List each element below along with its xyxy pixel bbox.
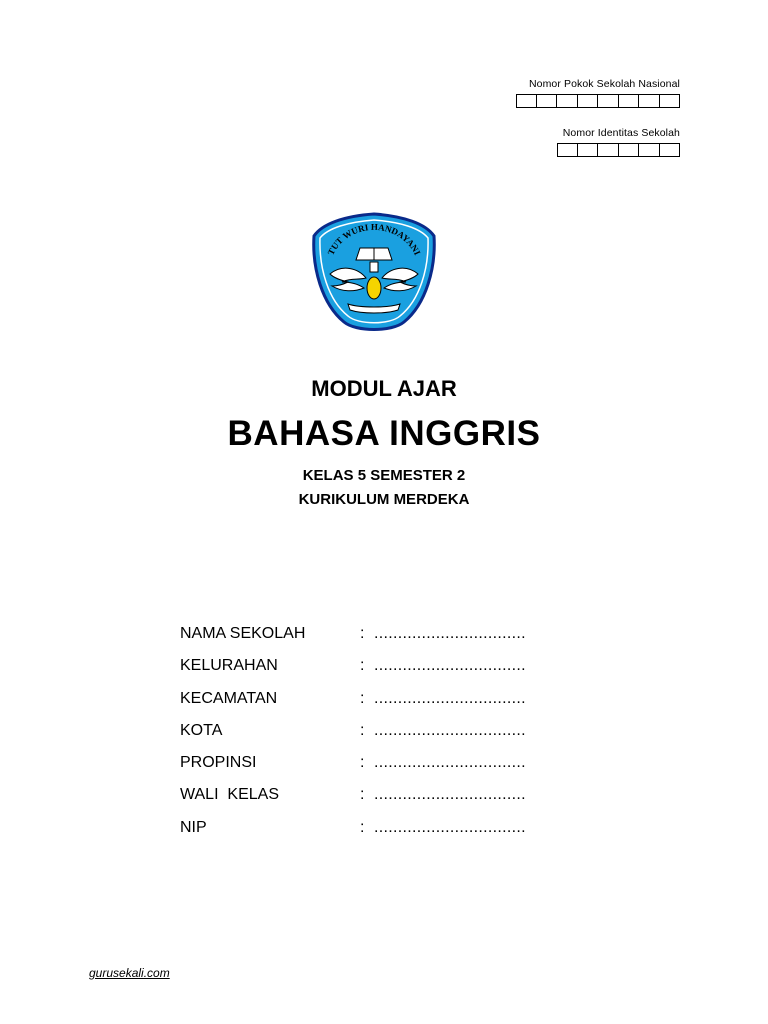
npsn-block: [516, 78, 680, 108]
npsn-box[interactable]: [537, 94, 558, 108]
field-blank[interactable]: ................................: [374, 721, 526, 739]
form-row-kelurahan: [180, 657, 600, 689]
nis-block: [557, 127, 680, 157]
npsn-box[interactable]: [639, 94, 660, 108]
form-row-propinsi: [180, 754, 600, 786]
nis-box[interactable]: [619, 143, 640, 157]
npsn-box[interactable]: [598, 94, 619, 108]
module-label: MODUL AJAR: [311, 376, 457, 401]
field-blank[interactable]: ................................: [374, 818, 526, 836]
field-label: NIP: [180, 818, 207, 836]
field-label: KELURAHAN: [180, 657, 278, 675]
form-row-kota: [180, 722, 600, 754]
field-colon: :: [360, 818, 365, 836]
field-blank[interactable]: ................................: [374, 754, 526, 772]
npsn-label: Nomor Pokok Sekolah Nasional: [528, 78, 680, 90]
nis-box[interactable]: [557, 143, 578, 157]
npsn-box[interactable]: [516, 94, 537, 108]
nis-box[interactable]: [578, 143, 599, 157]
field-label: KOTA: [180, 721, 223, 739]
grade-semester: KELAS 5 SEMESTER 2: [302, 467, 466, 484]
nis-label: Nomor Identitas Sekolah: [562, 127, 680, 139]
field-colon: :: [360, 625, 365, 642]
field-label: NAMA SEKOLAH: [180, 625, 306, 642]
field-blank[interactable]: ................................: [374, 689, 526, 707]
npsn-box[interactable]: [557, 94, 578, 108]
field-colon: :: [360, 721, 365, 739]
tut-wuri-handayani-logo: [308, 208, 440, 336]
school-info-form: [180, 625, 600, 851]
subject-title: BAHASA INGGRIS: [227, 414, 541, 453]
npsn-box[interactable]: [660, 94, 681, 108]
field-label: PROPINSI: [180, 754, 257, 772]
field-colon: :: [360, 786, 365, 804]
nis-box[interactable]: [639, 143, 660, 157]
field-colon: :: [360, 689, 365, 707]
field-blank[interactable]: ................................: [374, 657, 526, 675]
nis-box[interactable]: [598, 143, 619, 157]
field-colon: :: [360, 657, 365, 675]
nis-box[interactable]: [660, 143, 681, 157]
npsn-boxes: [516, 94, 680, 108]
curriculum: KURIKULUM MERDEKA: [298, 491, 470, 508]
form-row-kecamatan: [180, 690, 600, 722]
nis-boxes: [557, 143, 680, 157]
pen-icon: [370, 262, 378, 272]
field-colon: :: [360, 754, 365, 772]
field-label: WALI KELAS: [180, 786, 279, 804]
form-row-nip: [180, 819, 600, 851]
field-label: KECAMATAN: [180, 689, 278, 707]
logo-motto-text: TUT WURI HANDAYANI: [325, 221, 423, 257]
field-blank[interactable]: ................................: [374, 786, 526, 804]
form-row-nama-sekolah: [180, 625, 600, 657]
footer-link[interactable]: gurusekali.com: [89, 966, 170, 980]
field-blank[interactable]: ................................: [374, 625, 526, 642]
flame-icon: [367, 277, 381, 299]
form-row-wali-kelas: [180, 786, 600, 818]
npsn-box[interactable]: [578, 94, 599, 108]
npsn-box[interactable]: [619, 94, 640, 108]
